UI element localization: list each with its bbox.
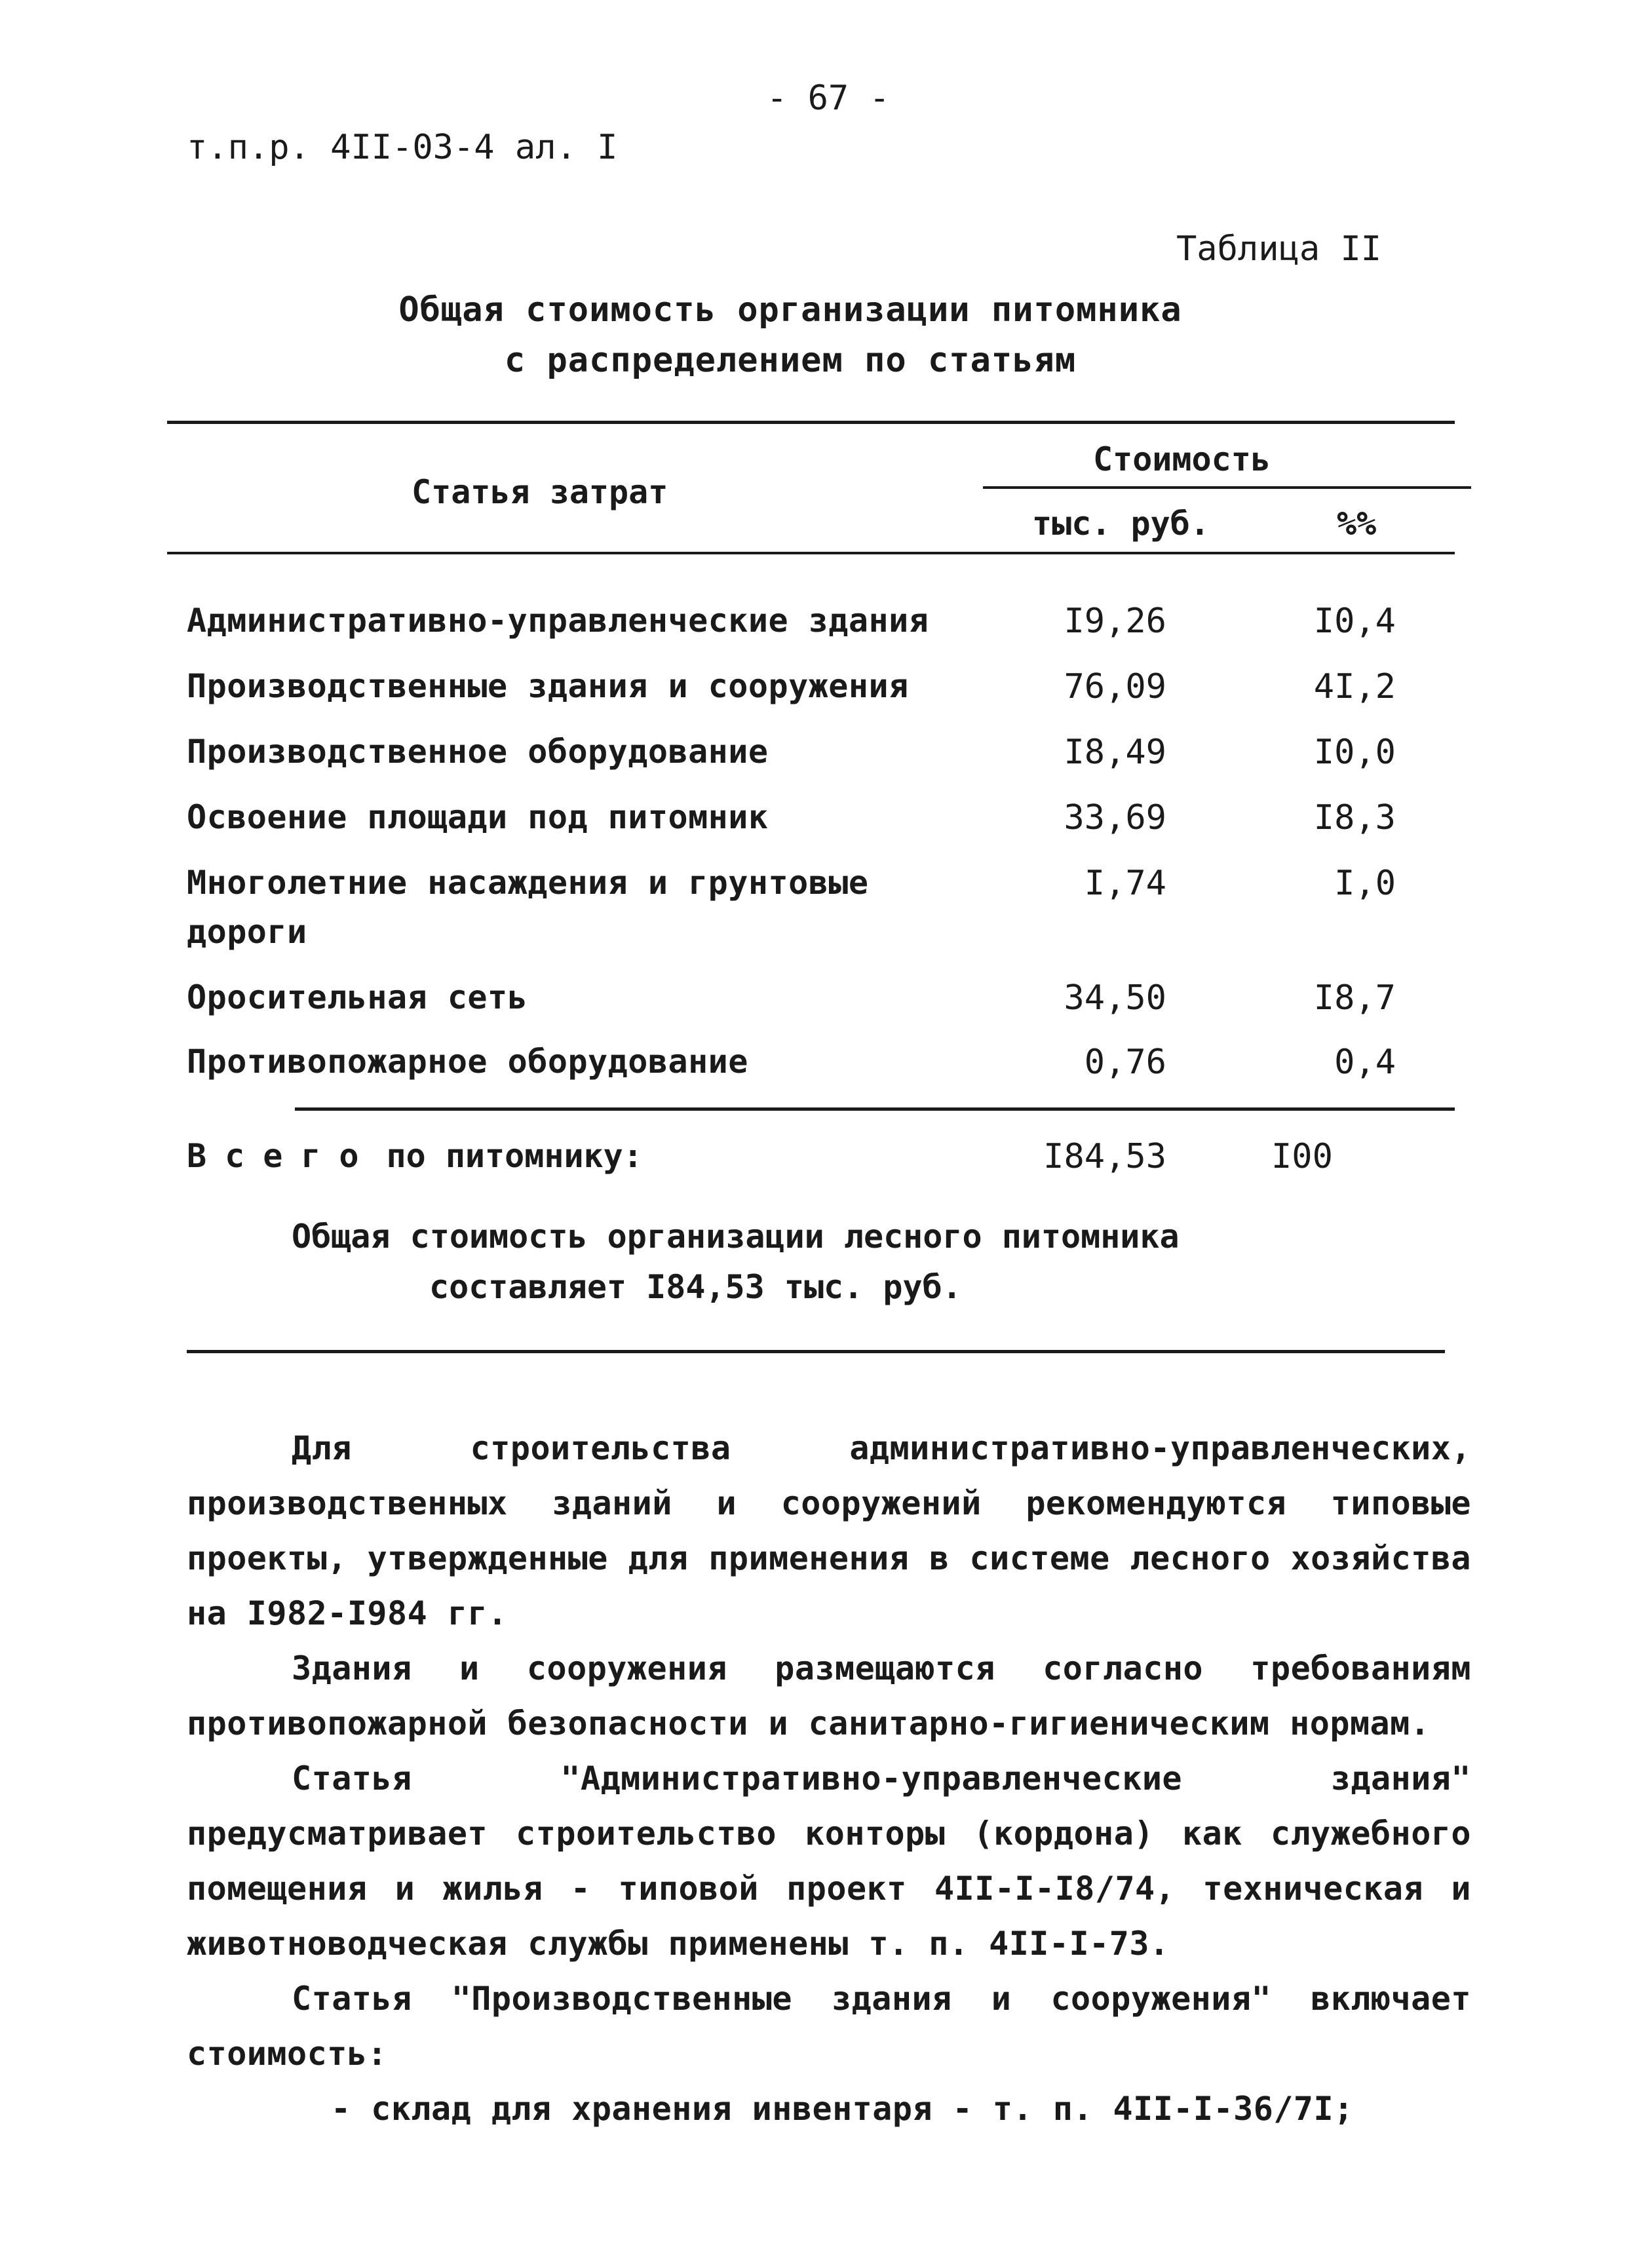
row-percent: I8,3: [1313, 798, 1396, 837]
paragraph: Статья "Производственные здания и сооружения" включает стоимость:: [187, 1980, 1471, 2073]
row-label: Производственное оборудование: [187, 733, 769, 771]
total-percent: I00: [1271, 1137, 1333, 1176]
page-number: - 67 -: [767, 79, 890, 118]
table-title-line-2: с распределением по статьям: [504, 341, 1077, 380]
row-percent: I,0: [1334, 864, 1396, 903]
row-label: Противопожарное оборудование: [187, 1043, 748, 1081]
body-text: [187, 1421, 1471, 2136]
total-label: [187, 1137, 643, 1175]
table-title-line-1: Общая стоимость организации питомника: [398, 290, 1182, 330]
section-separator-rule: [187, 1350, 1445, 1353]
row-cost: 33,69: [1064, 798, 1166, 837]
row-label: Освоение площади под питомник: [187, 798, 769, 836]
total-label-spaced: Всего: [187, 1137, 377, 1175]
row-label: Производственные здания и сооружения: [187, 667, 909, 705]
list-item: - склад для хранения инвентаря - т. п. 4II-I-36/7I;: [331, 2090, 1354, 2128]
row-cost: I8,49: [1064, 733, 1166, 772]
summary-line-1: Общая стоимость организации лесного питомника: [292, 1218, 1180, 1256]
paragraph: Здания и сооружения размещаются согласно требованиям противопожарной безопасности и санитарно-гигиеническим нормам.: [187, 1649, 1471, 1742]
total-cost: I84,53: [1043, 1137, 1166, 1176]
row-percent: I8,7: [1313, 978, 1396, 1018]
row-percent: 0,4: [1334, 1043, 1396, 1082]
row-cost: 0,76: [1084, 1043, 1166, 1082]
header-cost-group: Стоимость: [1093, 440, 1271, 478]
row-cost: I9,26: [1064, 602, 1166, 641]
header-item: Статья затрат: [412, 473, 668, 511]
paragraph: Статья "Административно-управленческие здания" предусматривает строительство конторы (кордона) как служебного помещения и жилья - типовой проект 4II-I-I8/74, техническая и животноводческая службы применены т. п. 4II-I-73.: [187, 1759, 1471, 1963]
table-top-rule: [167, 421, 1455, 424]
row-label: Оросительная сеть: [187, 978, 528, 1016]
total-rule: [295, 1107, 1455, 1111]
document-reference: т.п.р. 4II-03-4 ал. I: [187, 128, 618, 167]
row-cost: 76,09: [1064, 667, 1166, 706]
total-label-rest: по питомнику:: [386, 1137, 643, 1175]
table-label: Таблица II: [1176, 229, 1382, 269]
summary-line-2: составляет I84,53 тыс. руб.: [429, 1268, 962, 1306]
row-label: Административно-управленческие здания: [187, 602, 929, 640]
header-subdivider-rule: [983, 486, 1471, 489]
header-bottom-rule: [167, 552, 1455, 554]
header-cost-thousand-rub: тыс. руб.: [1032, 505, 1210, 543]
row-cost: 34,50: [1064, 978, 1166, 1018]
row-percent: 4I,2: [1313, 667, 1396, 706]
row-percent: I0,4: [1313, 602, 1396, 641]
row-label: Многолетние насаждения и грунтовые: [187, 864, 869, 902]
paragraph: Для строительства административно-управленческих, производственных зданий и сооружений рекомендуются типовые проекты, утвержденные для применения в системе лесного хозяйства на I982-I984 гг.: [187, 1429, 1471, 1632]
header-percent: %%: [1337, 505, 1377, 543]
row-percent: I0,0: [1313, 733, 1396, 772]
row-label-continuation: дороги: [187, 913, 307, 951]
row-cost: I,74: [1084, 864, 1166, 903]
